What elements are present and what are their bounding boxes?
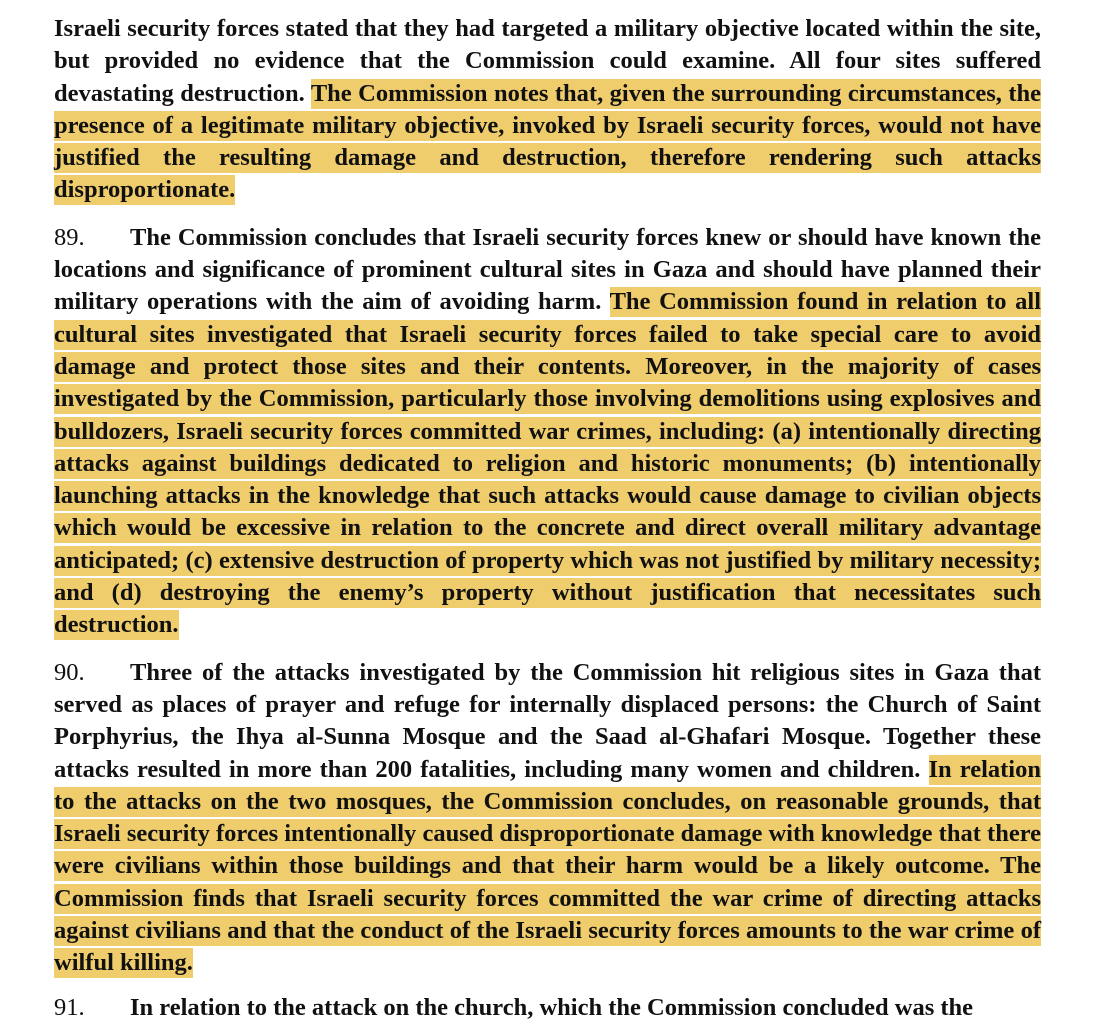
paragraph-text: In relation to the attack on the church, which the Commission concluded was the xyxy=(130,994,974,1021)
paragraph-number: 89. xyxy=(54,223,85,251)
paragraph-text: Three of the attacks investigated by the Commission hit religious sites in Gaza that served as places of prayer and refuge for internally displaced persons: the Church of Saint Porphyrius, the Ihya al-Sunna Mosque and the Saad al-Ghafari Mosque. Together these attacks resulted in more than 200 fatalities, including many women and children. xyxy=(54,658,1041,783)
highlighted-text[interactable]: In relation to the attacks on the two mosques, the Commission concludes, on reasonable grounds, that Israeli security forces intentionally caused disproportionate damage with knowledge that there were civilians within those buildings and that their harm would be a likely outcome. The Commission finds that Israeli security forces committed the war crime of directing attacks against civilians and that the conduct of the Israeli security forces amounts to the war crime of wilful killing. xyxy=(54,755,1041,977)
highlighted-text[interactable]: The Commission found in relation to all cultural sites investigated that Israeli security forces failed to take special care to avoid damage and protect those sites and their contents. Moreover, in the majority of cases investigated by the Commission, particularly those involving demolitions using explosives and bulldozers, Israeli security forces committed war crimes, including: (a) intentionally directing attacks against buildings dedicated to religion and historic monuments; (b) intentionally launching attacks in the knowledge that such attacks would cause damage to civilian objects which would be excessive in relation to the concrete and direct overall military advantage anticipated; (c) extensive destruction of property which was not justified by military necessity; and (d) destroying the enemy’s property without justification that necessitates such destruction. xyxy=(54,288,1042,639)
paragraph-91-cropped xyxy=(54,992,1041,1021)
paragraph-88-continuation xyxy=(54,13,1041,207)
paragraph-number: 90. xyxy=(54,658,85,686)
paragraph-text: The Commission concludes that Israeli security forces knew or should have known the locations and significance of prominent cultural sites in Gaza and should have planned their military operations with the aim of avoiding harm. xyxy=(54,223,1041,316)
highlighted-text[interactable]: The Commission notes that, given the surrounding circumstances, the presence of a legitimate military objective, invoked by Israeli security forces, would not have justified the resulting damage and destruction, therefore rendering such attacks disproportionate. xyxy=(54,79,1041,204)
paragraph-89 xyxy=(54,222,1041,642)
document-page xyxy=(54,13,1041,995)
paragraph-text: Israeli security forces stated that they had targeted a military objective located within the site, but provided no evidence that the Commission could examine. All four sites suffered devastating destruction. xyxy=(54,15,1041,107)
paragraph-90 xyxy=(54,657,1041,980)
paragraph-number: 91. xyxy=(54,994,85,1021)
